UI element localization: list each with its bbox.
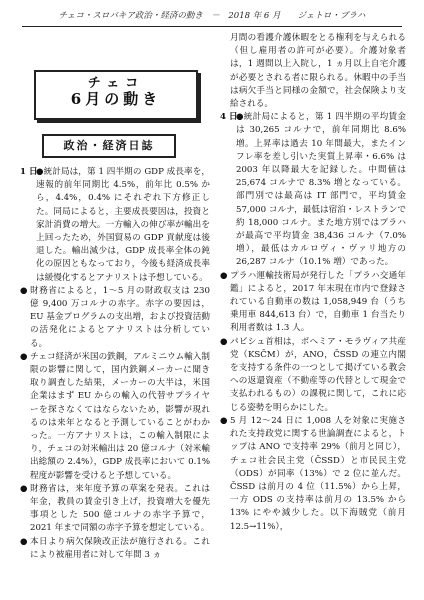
entry-text: 財務省は，来年度予算の草案を発表。これは年金，教員の賃金引き上げ，投資増大を優先事項とした 500 億コルナの赤字予算で，2021 年まで同額の赤字予算を想定している。: [30, 483, 210, 534]
entry-left-1: [20, 285, 210, 351]
bullet-mark: ●: [20, 285, 28, 296]
entry-right-2: [220, 270, 406, 336]
entry-text: プラハ運輸技術局が発行した「プラハ交通年鑑」によると，2017 年末現在市内で登録されている自動車の数は 1,058,949 台（うち乗用車 844,613 台）で，自動車 1 台当たり利用者数は 1.3 人。: [230, 270, 406, 334]
entry-right-4: [220, 415, 406, 534]
bullet-mark: ●: [20, 483, 28, 494]
header-text: チェコ・スロバキア政治・経済の動き － 2018 年 6 月 ジェトロ・プラハ: [58, 11, 366, 21]
title-line2: 6月の動き: [70, 90, 162, 109]
entry-text: パビシュ首相は，ボヘミア・モラヴィア共産党（KSČM）が，ANO，ČSSD の連立内閣を支持する条件の一つとして掲げている教会への返還資産（不動産等の代替として現金で支払われるもの）の課税に関して，これに応じる姿勢を明らかにした。: [230, 336, 406, 413]
entry-text: チェコ経済が米国の鉄鋼，アルミニウム輸入制限の影響に関して，国内鉄鋼メーカーに聞き取り調査した結果，メーカーの大半は，米国企業はまず EU からの輸入の代替サプライヤーを探さなくてはならないため，影響が現れるのは来年となると予測していることがわかった。一方アナリストは，この輸入制限により，チェコの対米輸出は 20 億コルナ（対米輸出総額の 2.4%），GDP 成長率において 0.1% 程度が影響を受けると予想している。: [30, 351, 210, 481]
bullet-mark: ●: [220, 336, 228, 347]
entry-text: ●統計局は，第 1 四半期の GDP 成長率を，速報的前年同期比 4.5%，前年比 0.5% から，4.4%，0.4% にそれぞれ下方修正した。同局によると，主要成長要因は，投資と家計消費の増大。一方輸入の伸び率が輸出を上回ったため，外国貿易の GDP 貢献度は後退した。輸出減少は，GDP 成長率全体の鈍化の原因ともなっており，今後も経済成長率は緩慢化するとアナリストは予想している。: [36, 167, 210, 283]
entry-text: 月間の看護介護休暇をとる権利を与えられる（但し雇用者の許可が必要）。介護対象者は，1 週間以上入院し，1 ヵ月以上自宅介護が必要とされる者に限られる。休暇中の手当は病欠手当と同様の金額で，社会保険より支給される。: [230, 33, 406, 110]
bullet-mark: ●: [20, 351, 28, 362]
entry-left-3: [20, 483, 210, 536]
entry-text: ●統計局によると，第 1 四半期の平均賃金は 30,265 コルナで，前年同期比 8.6% 増。上昇率は過去 10 年間最大，またインフレ率を差し引いた実質上昇率・6.6% は 2003 年以降最大を記録した。中間値は 25,674 コルナで 8.3% 増となっている。部門別では最高は IT 部門で，平均賃金 57,000 コルナ，最低は宿泊・レストランで約 18,000 コルナ。また地方別ではプラハが最高で平均賃金 38,436 コルナ（7.0% 増），最低はカルロヴィ・ヴァリ地方の 26,287 コルナ（10.1% 増）であった。: [236, 112, 406, 268]
right-column: [220, 32, 406, 534]
entry-left-0: [20, 166, 210, 285]
entry-right-3: [220, 336, 406, 415]
entry-left-4: [20, 536, 210, 562]
entry-right-0: [220, 32, 406, 111]
bullet-mark: ●: [220, 415, 228, 426]
entry-right-1: [220, 111, 406, 269]
title-box: [34, 70, 198, 120]
title-line1: チェコ: [87, 76, 145, 91]
bullet-mark: ●: [20, 536, 28, 547]
entry-text: 財務省によると，1～5 月の財政収支は 230 億 9,400 万コルナの赤字。赤字の要因は，EU 基金プログラムの支出増，および投資活動の活発化によるとアナリストは分析している。: [30, 285, 210, 349]
entry-date: 4 日: [220, 112, 238, 123]
page-header: [22, 8, 402, 27]
entry-left-2: [20, 351, 210, 483]
entry-date: 1 日: [20, 167, 38, 177]
bullet-mark: ●: [220, 270, 228, 281]
entry-text: 5 月 12～24 日に 1,008 人を対象に実施された支持政党に関する世論調査によると，トップは ANO で支持率 29%（前月と同じ），チェコ社会民主党（ČSSD）と市民民主党（ODS）が同率（13%）で 2 位に並んだ。ČSSD は前月の 4 位（11.5%）から上昇，一方 ODS の支持率は前月の 13.5% から 13% にやや減少した。以下海賊党（前月 12.5→11%），: [230, 415, 406, 532]
section-heading: 政治・経済日誌: [42, 134, 176, 158]
left-column: [20, 32, 210, 562]
entry-text: 本日より病欠保険改正法が施行される。これにより被雇用者に対して年間 3 ヵ: [30, 536, 210, 560]
